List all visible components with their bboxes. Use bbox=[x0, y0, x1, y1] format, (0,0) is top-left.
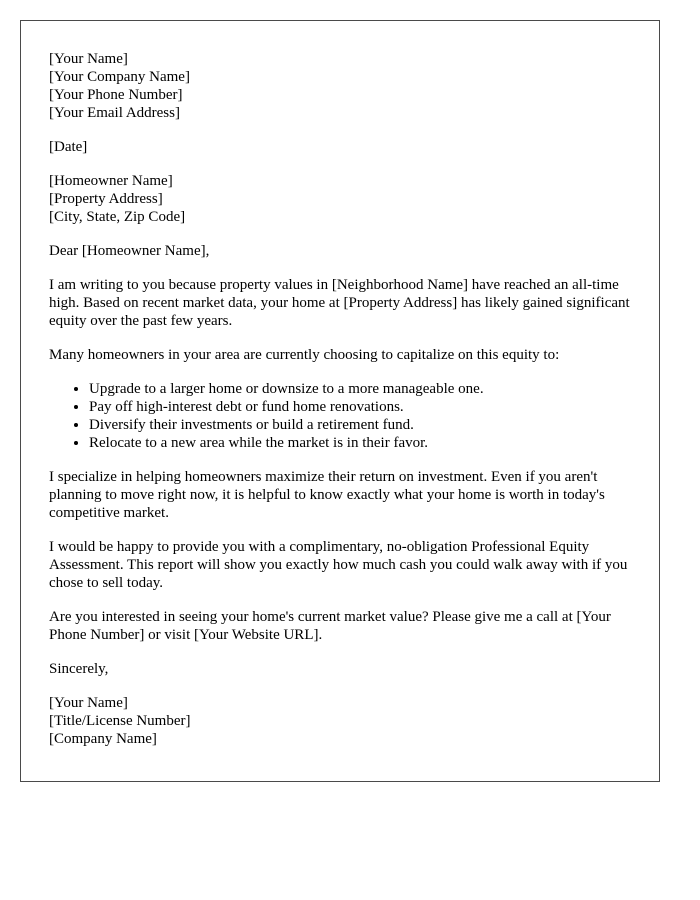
paragraph-cta: Are you interested in seeing your home's current market value? Please give me a call at [Your Phone Number] or visit [Your Website URL]. bbox=[49, 609, 611, 643]
paragraph-specialize: I specialize in helping homeowners maximize their return on investment. Even if you aren't planning to move right now, it is helpful to know exactly what your home is worth in today's competitive market. bbox=[49, 469, 605, 521]
sender-block bbox=[49, 50, 637, 122]
signature-name: [Your Name] bbox=[49, 695, 128, 711]
closing: Sincerely, bbox=[49, 661, 109, 677]
signature-company: [Company Name] bbox=[49, 731, 157, 747]
sender-email: [Your Email Address] bbox=[49, 105, 180, 121]
list-item: • Relocate to a new area while the market is in their favor. bbox=[89, 434, 637, 452]
letter-date: [Date] bbox=[49, 139, 88, 155]
paragraph-lead-in: Many homeowners in your area are currently choosing to capitalize on this equity to: bbox=[49, 347, 560, 363]
paragraph-offer: I would be happy to provide you with a complimentary, no-obligation Professional Equity Assessment. This report will show you exactly how much cash you could walk away with if you chose to sell today. bbox=[49, 539, 628, 591]
letter-page bbox=[20, 20, 660, 782]
list-item: • Diversify their investments or build a retirement fund. bbox=[89, 416, 637, 434]
recipient-name: [Homeowner Name] bbox=[49, 173, 173, 189]
list-item: • Upgrade to a larger home or downsize to a more manageable one. bbox=[89, 380, 637, 398]
letter-body bbox=[49, 50, 637, 764]
sender-name: [Your Name] bbox=[49, 51, 128, 67]
signature-title: [Title/License Number] bbox=[49, 713, 191, 729]
sender-company: [Your Company Name] bbox=[49, 69, 190, 85]
list-item: • Pay off high-interest debt or fund home renovations. bbox=[89, 398, 637, 416]
benefits-list bbox=[49, 380, 637, 452]
sender-phone: [Your Phone Number] bbox=[49, 87, 183, 103]
salutation: Dear [Homeowner Name], bbox=[49, 243, 210, 259]
signature-block bbox=[49, 694, 637, 748]
paragraph-intro: I am writing to you because property values in [Neighborhood Name] have reached an all-time high. Based on recent market data, your home at [Property Address] has likely gained significant equity over the past few years. bbox=[49, 277, 630, 329]
date-block bbox=[49, 138, 637, 156]
recipient-address: [Property Address] bbox=[49, 191, 163, 207]
recipient-block bbox=[49, 172, 637, 226]
recipient-city: [City, State, Zip Code] bbox=[49, 209, 186, 225]
